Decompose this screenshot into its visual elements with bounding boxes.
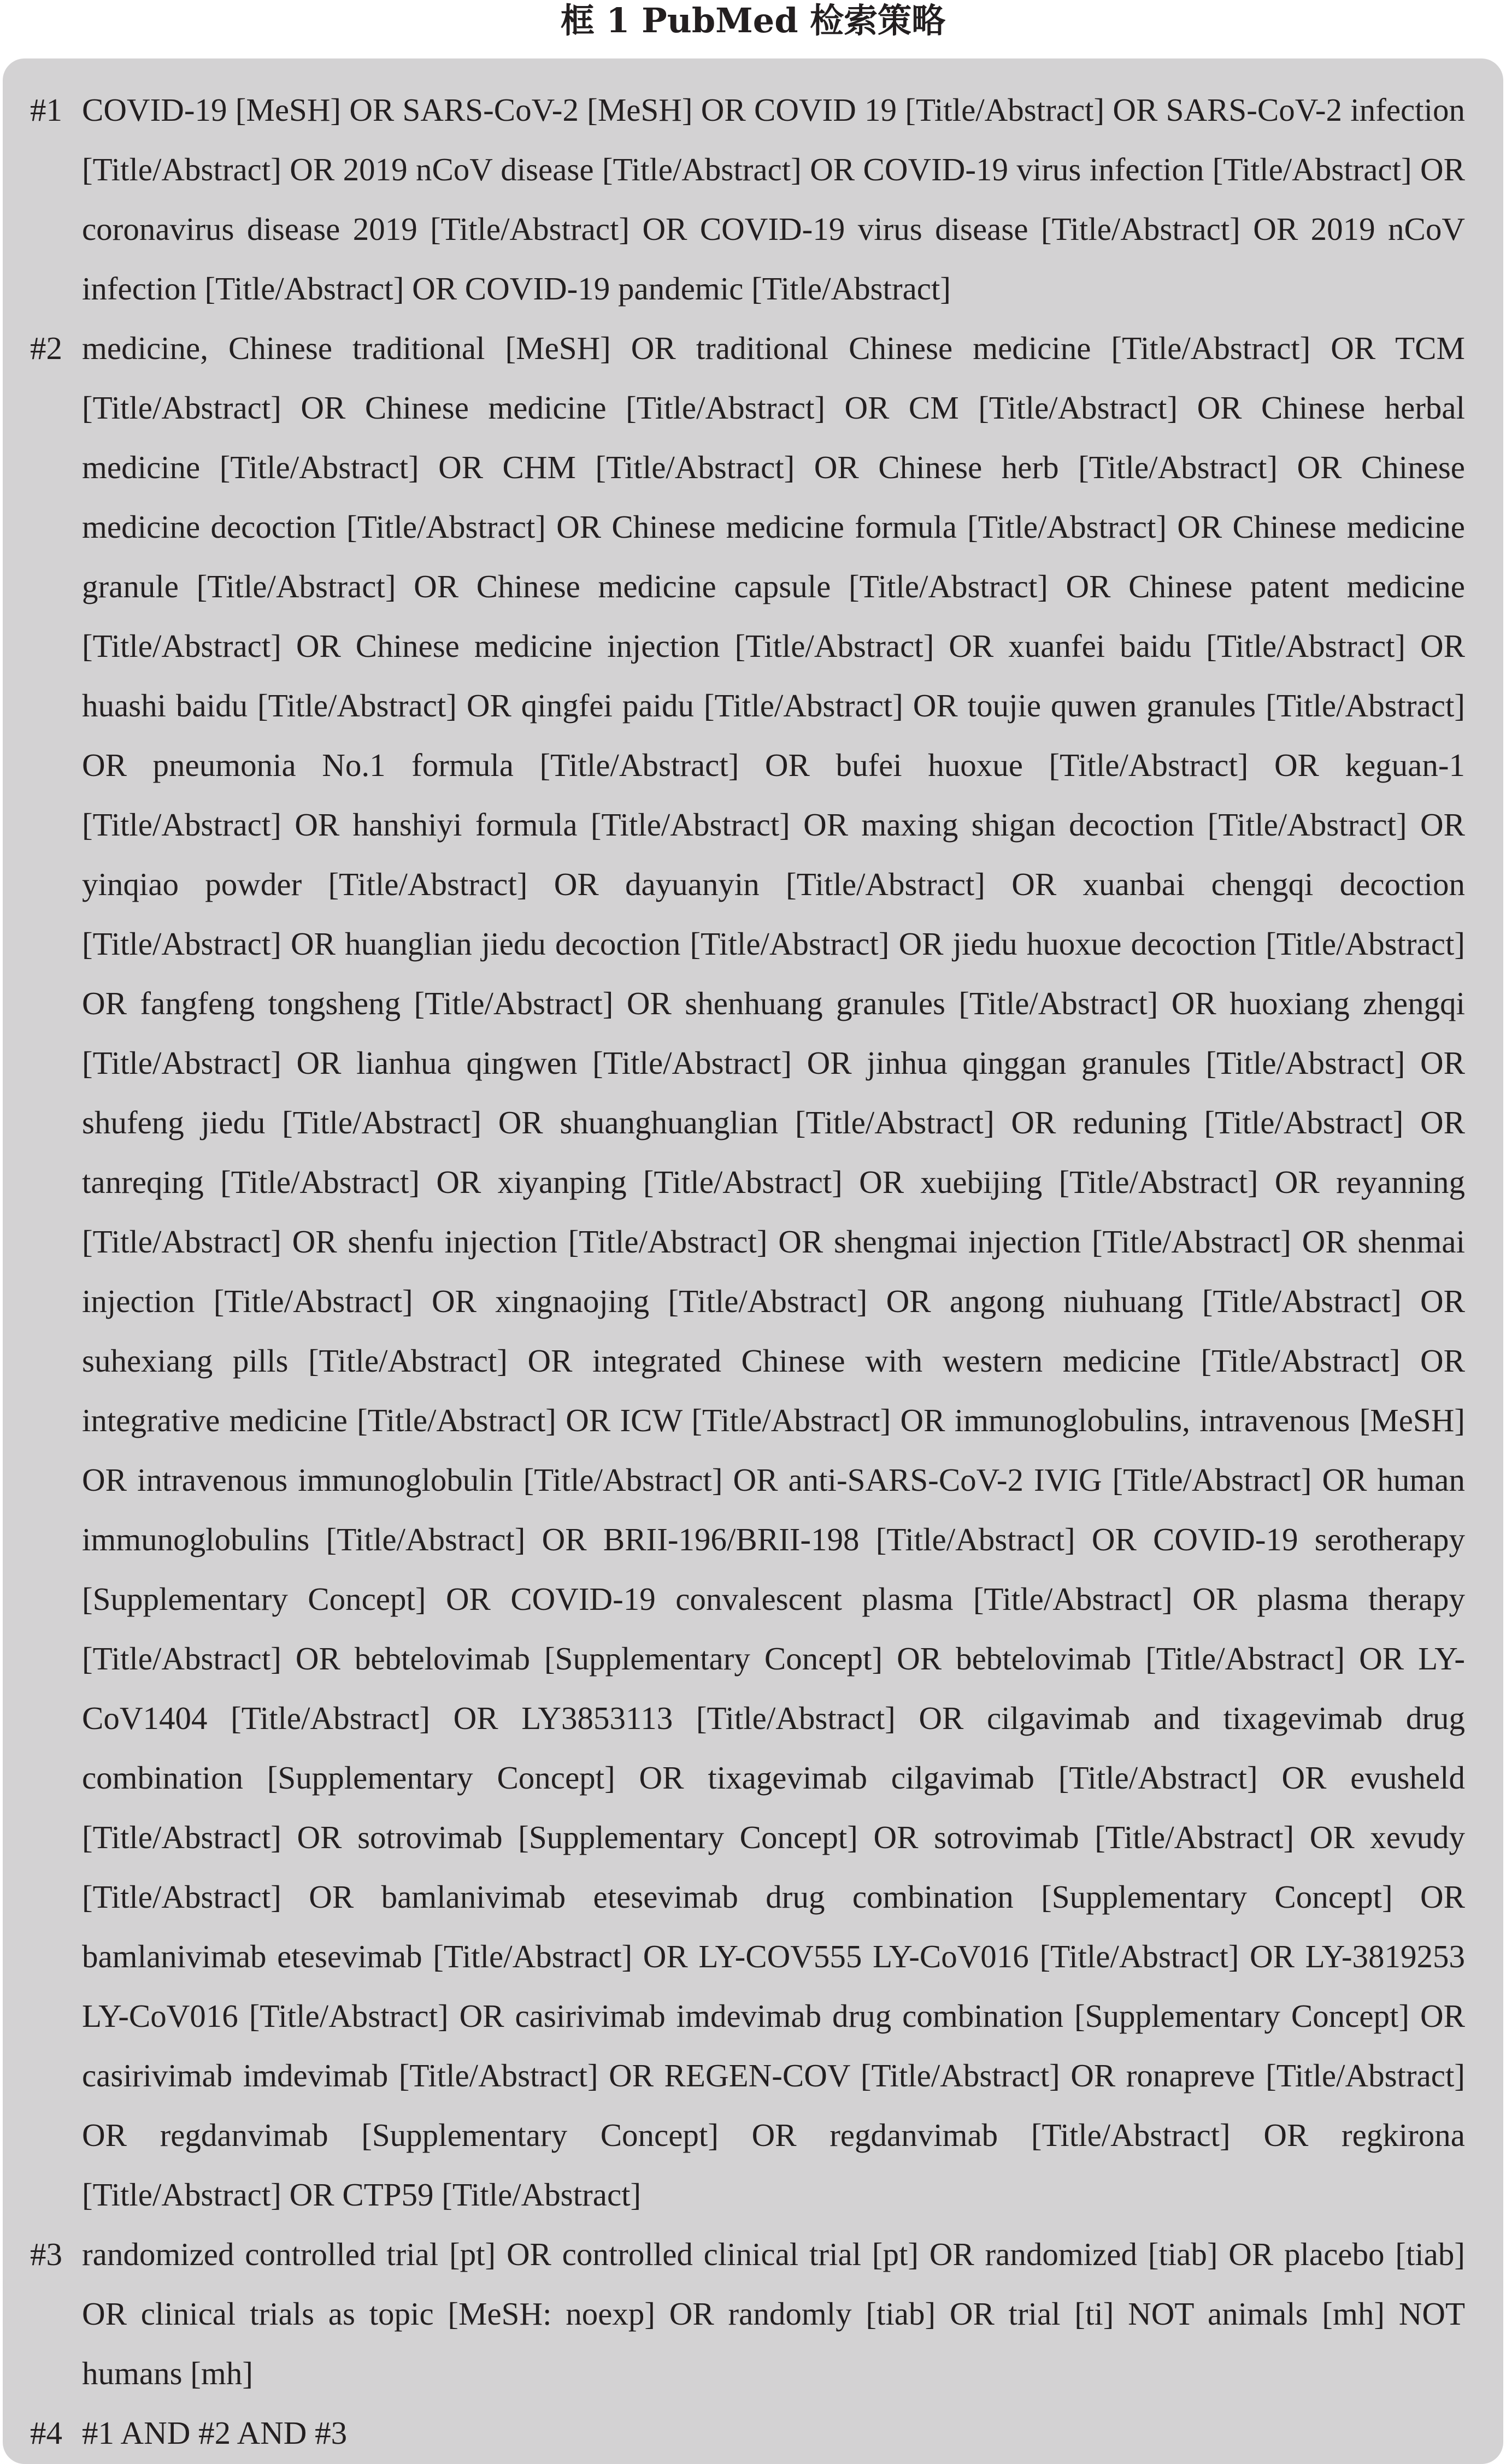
entry-number: #2 (30, 330, 62, 366)
entry-number: #1 (30, 92, 62, 128)
search-entry-4 (30, 2403, 1465, 2463)
entry-query-text: COVID-19 [MeSH] OR SARS-CoV-2 [MeSH] OR COVID 19 [Title/Abstract] OR SARS-CoV-2 infection [Title/Abstract] OR 2019 nCoV disease [Title/Abstract] OR COVID-19 virus infection [Title/Abstract] OR coronavirus disease 2019 [Title/Abstract] OR COVID-19 virus disease [Title/Abstract] OR 2019 nCoV infection [Title/Abstract] OR COVID-19 pandemic [Title/Abstract] (82, 92, 1465, 307)
search-entry-3 (30, 2225, 1465, 2403)
search-entry-2 (30, 319, 1465, 2225)
box-title: 框 1 PubMed 检索策略 (560, 1, 946, 40)
entry-number: #4 (30, 2415, 62, 2451)
search-entry-1 (30, 80, 1465, 319)
entry-query-text: medicine, Chinese traditional [MeSH] OR traditional Chinese medicine [Title/Abstract] OR TCM [Title/Abstract] OR Chinese medicine [Title/Abstract] OR CM [Title/Abstract] OR Chinese herbal medicine [Title/Abstract] OR CHM [Title/Abstract] OR Chinese herb [Title/Abstract] OR Chinese medicine decoction [Title/Abstract] OR Chinese medicine formula [Title/Abstract] OR Chinese medicine granule [Title/Abstract] OR Chinese medicine capsule [Title/Abstract] OR Chinese patent medicine [Title/Abstract] OR Chinese medicine injection [Title/Abstract] OR xuanfei baidu [Title/Abstract] OR huashi baidu [Title/Abstract] OR qingfei paidu [Title/Abstract] OR toujie quwen granules [Title/Abstract] OR pneumonia No.1 formula [Title/Abstract] OR bufei huoxue [Title/Abstract] OR keguan-1 [Title/Abstract] OR hanshiyi formula [Title/Abstract] OR maxing shigan decoction [Title/Abstract] OR yinqiao powder [Title/Abstract] OR dayuanyin [Title/Abstract] OR xuanbai chengqi decoction [Title/Abstract] OR huanglian jiedu decoction [Title/Abstract] OR jiedu huoxue decoction [Title/Abstract] OR fangfeng tongsheng [Title/Abstract] OR shenhuang granules [Title/Abstract] OR huoxiang zhengqi [Title/Abstract] OR lianhua qingwen [Title/Abstract] OR jinhua qinggan granules [Title/Abstract] OR shufeng jiedu [Title/Abstract] OR shuanghuanglian [Title/Abstract] OR reduning [Title/Abstract] OR tanreqing [Title/Abstract] OR xiyanping [Title/Abstract] OR xuebijing [Title/Abstract] OR reyanning [Title/Abstract] OR shenfu injection [Title/Abstract] OR shengmai injection [Title/Abstract] OR shenmai injection [Title/Abstract] OR xingnaojing [Title/Abstract] OR angong niuhuang [Title/Abstract] OR suhexiang pills [Title/Abstract] OR integrated Chinese with western medicine [Title/Abstract] OR integrative medicine [Title/Abstract] OR ICW [Title/Abstract] OR immunoglobulins, intravenous [MeSH] OR intravenous immunoglobulin [Title/Abstract] OR anti-SARS-CoV-2 IVIG [Title/Abstract] OR human immunoglobulins [Title/Abstract] OR BRII-196/BRII-198 [Title/Abstract] OR COVID-19 serotherapy [Supplementary Concept] OR COVID-19 convalescent plasma [Title/Abstract] OR plasma therapy [Title/Abstract] OR bebtelovimab [Supplementary Concept] OR bebtelovimab [Title/Abstract] OR LY-CoV1404 [Title/Abstract] OR LY3853113 [Title/Abstract] OR cilgavimab and tixagevimab drug combination [Supplementary Concept] OR tixagevimab cilgavimab [Title/Abstract] OR evusheld [Title/Abstract] OR sotrovimab [Supplementary Concept] OR sotrovimab [Title/Abstract] OR xevudy [Title/Abstract] OR bamlanivimab etesevimab drug combination [Supplementary Concept] OR bamlanivimab etesevimab [Title/Abstract] OR LY-COV555 LY-CoV016 [Title/Abstract] OR LY-3819253 LY-CoV016 [Title/Abstract] OR casirivimab imdevimab drug combination [Supplementary Concept] OR casirivimab imdevimab [Title/Abstract] OR REGEN-COV [Title/Abstract] OR ronapreve [Title/Abstract] OR regdanvimab [Supplementary Concept] OR regdanvimab [Title/Abstract] OR regkirona [Title/Abstract] OR CTP59 [Title/Abstract] (82, 330, 1465, 2213)
entry-query-text: #1 AND #2 AND #3 (82, 2415, 348, 2451)
search-strategy-box (3, 58, 1503, 2464)
entry-query-text: randomized controlled trial [pt] OR controlled clinical trial [pt] OR randomized [tiab] OR placebo [tiab] OR clinical trials as topic [MeSH: noexp] OR randomly [tiab] OR trial [ti] NOT animals [mh] NOT humans [mh] (82, 2236, 1465, 2391)
entry-number: #3 (30, 2236, 62, 2272)
